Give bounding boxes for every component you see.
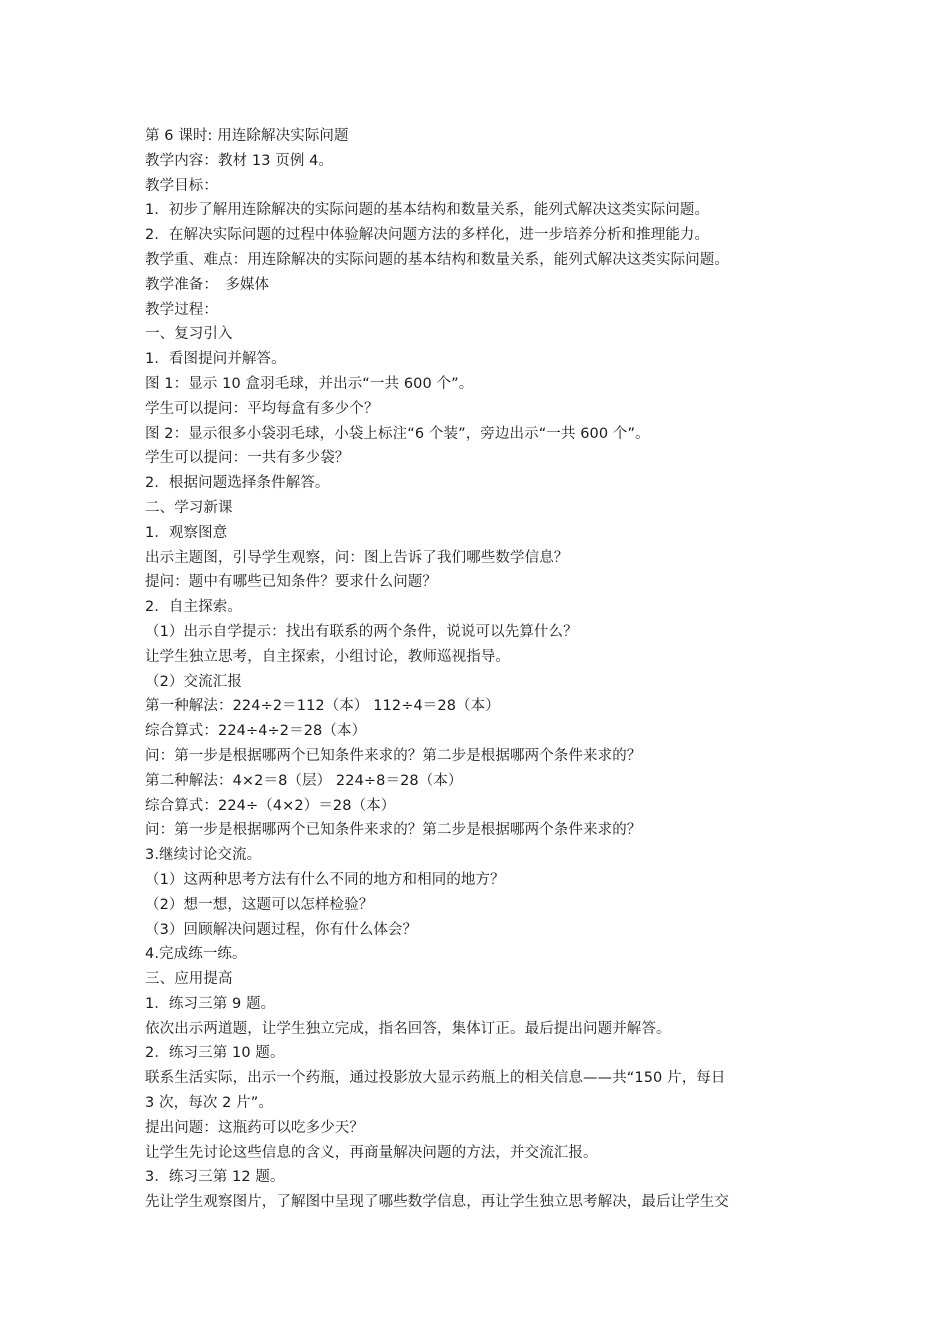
discussion-1: （1）这两种思考方法有什么不同的地方和相同的地方？	[145, 871, 505, 888]
teaching-process-heading: 教学过程：	[145, 301, 218, 318]
section-new-lesson-heading: 二、学习新课	[145, 499, 233, 516]
question-text: 提问：题中有哪些已知条件？要求什么问题？	[145, 574, 437, 591]
solution-2-question: 问：第一步是根据哪两个已知条件来求的？第二步是根据哪两个条件来求的？	[145, 822, 642, 839]
combined-formula-2: 综合算式：224÷（4×2）＝28（本）	[145, 797, 396, 814]
new-lesson-step-2: 2．自主探索。	[145, 599, 242, 616]
solution-1: 第一种解法：224÷2＝112（本） 112÷4＝28（本）	[145, 698, 500, 715]
new-lesson-step-3: 3.继续讨论交流。	[145, 847, 262, 864]
goal-1: 1．初步了解用连除解决的实际问题的基本结构和数量关系，能列式解决这类实际问题。	[145, 202, 710, 219]
teaching-preparation: 教学准备： 多媒体	[145, 276, 270, 293]
figure-1-text: 图 1：显示 10 盒羽毛球，并出示“一共 600 个”。	[145, 375, 474, 392]
discussion-2: （2）想一想，这题可以怎样检验？	[145, 896, 374, 913]
figure-2-question: 学生可以提问：一共有多少袋？	[145, 450, 350, 467]
review-step-2: 2．根据问题选择条件解答。	[145, 475, 330, 492]
teaching-content: 教学内容：教材 13 页例 4。	[145, 152, 334, 169]
observe-text: 出示主题图，引导学生观察，问：图上告诉了我们哪些数学信息？	[145, 549, 569, 566]
exercise-10-desc-1: 联系生活实际，出示一个药瓶，通过投影放大显示药瓶上的相关信息——共“150 片，每日	[145, 1070, 726, 1087]
solution-1-question: 问：第一步是根据哪两个已知条件来求的？第二步是根据哪两个条件来求的？	[145, 747, 642, 764]
new-lesson-step-4: 4.完成练一练。	[145, 946, 247, 963]
exchange-report: （2）交流汇报	[145, 673, 242, 690]
exercise-9: 1．练习三第 9 题。	[145, 995, 276, 1012]
combined-formula-1: 综合算式：224÷4÷2＝28（本）	[145, 723, 367, 740]
independent-thinking: 让学生独立思考，自主探索，小组讨论，教师巡视指导。	[145, 648, 510, 665]
figure-1-question: 学生可以提问：平均每盒有多少个？	[145, 400, 379, 417]
lesson-plan-text	[145, 124, 815, 1215]
self-study-hint: （1）出示自学提示：找出有联系的两个条件，说说可以先算什么？	[145, 623, 578, 640]
review-step-1: 1．看图提问并解答。	[145, 351, 286, 368]
exercise-12-desc: 先让学生观察图片，了解图中呈现了哪些数学信息，再让学生独立思考解决，最后让学生交	[145, 1194, 729, 1211]
section-application-heading: 三、应用提高	[145, 971, 233, 988]
exercise-12: 3．练习三第 12 题。	[145, 1169, 285, 1186]
teaching-goals-heading: 教学目标：	[145, 177, 218, 194]
goal-2: 2．在解决实际问题的过程中体验解决问题方法的多样化，进一步培养分析和推理能力。	[145, 227, 710, 244]
new-lesson-step-1: 1．观察图意	[145, 524, 228, 541]
exercise-10: 2．练习三第 10 题。	[145, 1045, 285, 1062]
figure-2-text: 图 2：显示很多小袋羽毛球，小袋上标注“6 个装”，旁边出示“一共 600 个”。	[145, 425, 650, 442]
exercise-10-question: 提出问题：这瓶药可以吃多少天？	[145, 1119, 364, 1136]
solution-2: 第二种解法：4×2＝8（层） 224÷8＝28（本）	[145, 772, 463, 789]
exercise-10-desc-2: 3 次，每次 2 片”。	[145, 1095, 273, 1112]
exercise-10-discussion: 让学生先讨论这些信息的含义，再商量解决问题的方法，并交流汇报。	[145, 1144, 598, 1161]
discussion-3: （3）回顾解决问题过程，你有什么体会？	[145, 921, 418, 938]
key-difficult-points: 教学重、难点：用连除解决的实际问题的基本结构和数量关系，能列式解决这类实际问题。	[145, 251, 729, 268]
lesson-title: 第 6 课时: 用连除解决实际问题	[145, 128, 349, 144]
exercise-9-desc: 依次出示两道题，让学生独立完成，指名回答，集体订正。最后提出问题并解答。	[145, 1020, 671, 1037]
section-review-heading: 一、复习引入	[145, 326, 233, 343]
